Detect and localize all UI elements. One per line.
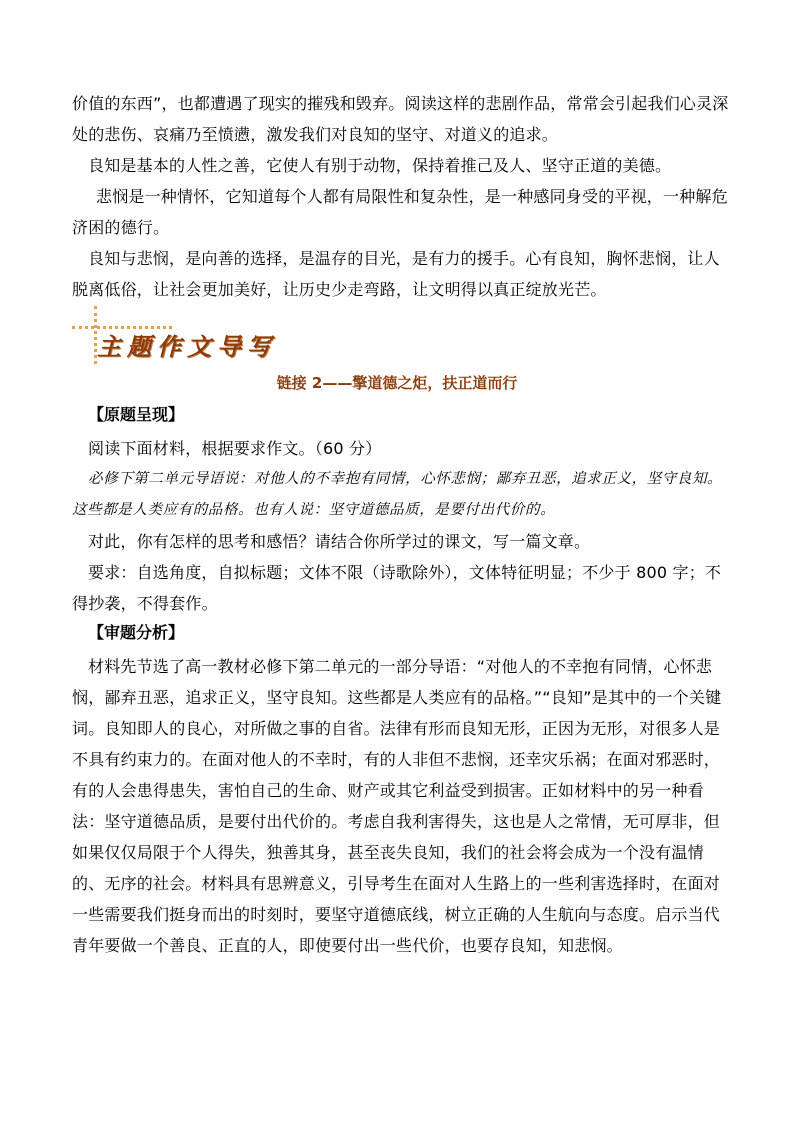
analysis-text: 材料先节选了高一教材必修下第二单元的一部分导语：“对他人的不幸抱有同情，心怀悲悯，鄙弃丑恶，追求正义，坚守良知。这些都是人类应有的品格。”“良知”是其中的一个关键词。良知即人的良心，对所做之事的自省。法律有形而良知无形，正因为无形，对很多人是不具有约束力的。在面对他人的不幸时，有的人非但不悲悯，还幸灾乐祸；在面对邪恶时，有的人会患得患失，害怕自己的生命、财产或其它利益受到损害。正如材料中的另一种看法：坚守道德品质，是要付出代价的。考虑自我利害得失，这也是人之常情，无可厚非，但如果仅仅局限于个人得失，独善其身，甚至丧失良知，我们的社会将会成为一个没有温情的、无序的社会。材料具有思辨意义，引导考生在面对人生路上的一些利害选择时，在面对一些需要我们挺身而出的时刻时，要坚守道德底线，树立正确的人生航向与态度。启示当代青年要做一个善良、正直的人，即使要付出一些代价，也要存良知，知悲悯。 [72, 657, 722, 955]
analysis-heading: 【审题分析】 [88, 623, 185, 642]
original-requirement: 要求：自选角度，自拟标题；文体不限（诗歌除外），文体特征明显；不少于 800 字；不得抄袭，不得套作。 [72, 563, 722, 613]
intro-paragraph-4: 良知与悲悯，是向善的选择，是温存的目光，是有力的援手。心有良知，胸怀悲悯，让人脱离低俗，让社会更加美好，让历史少走弯路，让文明得以真正绽放光芒。 [72, 249, 720, 299]
original-instruction: 阅读下面材料，根据要求作文。（60 分） [88, 439, 382, 458]
intro-paragraph-1: 价值的东西”，也都遭遇了现实的摧残和毁弃。阅读这样的悲剧作品，常常会引起我们心灵深处的悲伤、哀痛乃至愤懑，激发我们对良知的坚守、对道义的追求。 [72, 94, 729, 144]
original-heading: 【原题呈现】 [88, 405, 185, 424]
original-question: 对此，你有怎样的思考和感悟？请结合你所学过的课文，写一篇文章。 [88, 532, 591, 551]
intro-paragraph-3: 悲悯是一种情怀，它知道每个人都有局限性和复杂性，是一种感同身受的平视，一种解危济困的德行。 [72, 187, 728, 237]
section-title: 主题作文导写 [97, 332, 277, 361]
original-material: 必修下第二单元导语说：对他人的不幸抱有同情，心怀悲悯；鄙弃丑恶，追求正义，坚守良知。这些都是人类应有的品格。也有人说：坚守道德品质，是要付出代价的。 [72, 471, 723, 518]
intro-paragraph-2: 良知是基本的人性之善，它使人有别于动物，保持着推己及人、坚守正道的美德。 [88, 156, 672, 175]
link-title: 链接 2——擎道德之炬，扶正道而行 [276, 374, 518, 392]
